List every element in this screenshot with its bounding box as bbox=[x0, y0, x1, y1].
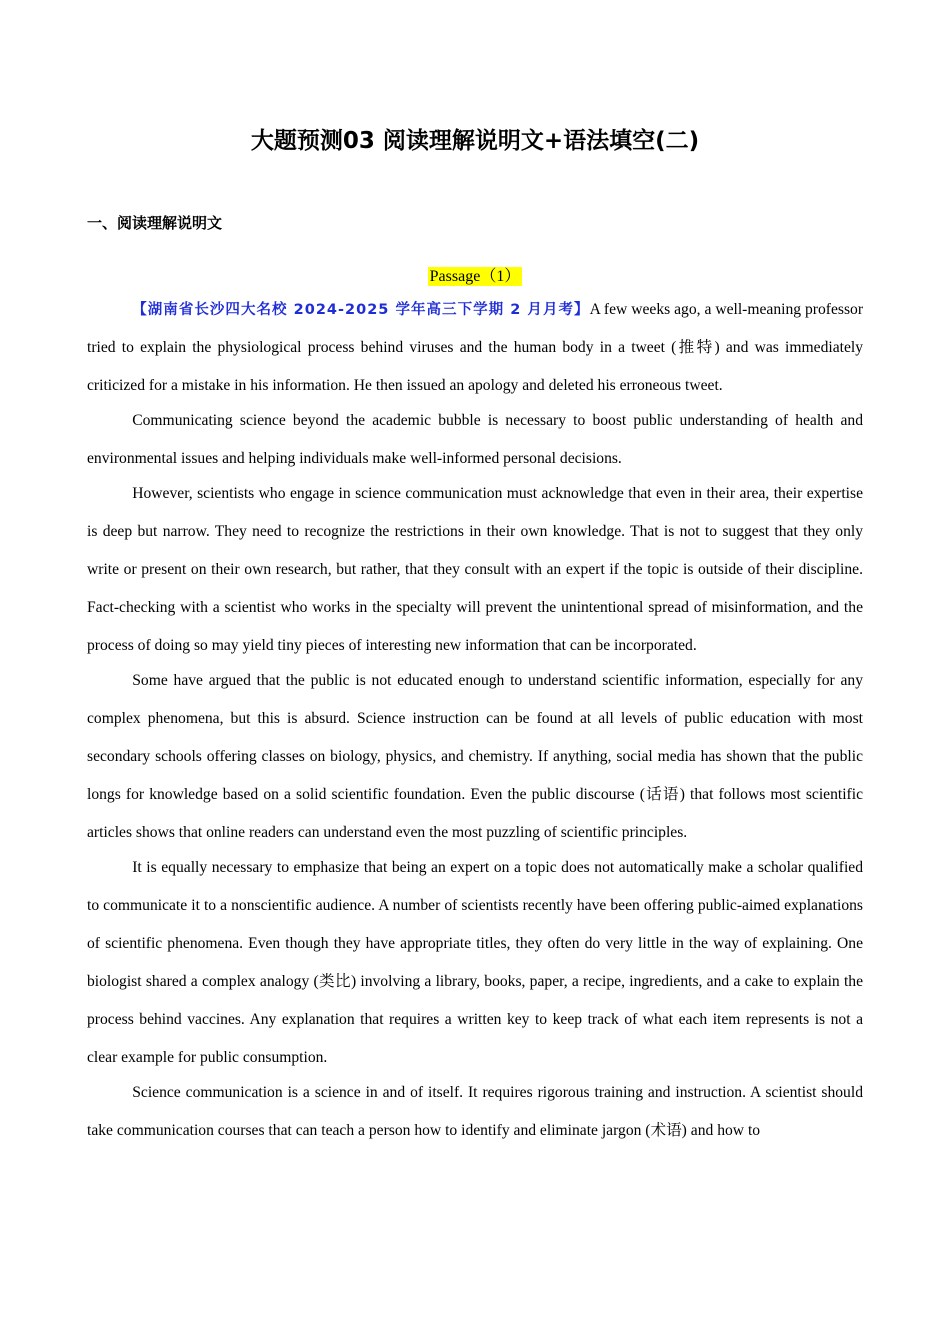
source-tag: 【湖南省长沙四大名校 2024-2025 学年高三下学期 2 月月考】 bbox=[132, 302, 590, 318]
paragraph-4: Some have argued that the public is not educated enough to understand scientific information, especially for any complex phenomena, but this is absurd. Science instruction can be found at all levels of public education with most secondary schools offering classes on biology, physics, and chemistry. If anything, social media has shown that the public longs for knowledge based on a solid scientific foundation. Even the public discourse (话语) that follows most scientific articles shows that online readers can understand even the most puzzling of scientific principles. bbox=[87, 672, 863, 841]
page-title: 大题预测03 阅读理解说明文+语法填空(二) bbox=[250, 128, 700, 154]
passage-body bbox=[87, 291, 863, 1147]
paragraph-3: However, scientists who engage in science communication must acknowledge that even in their area, their expertise is deep but narrow. They need to recognize the restrictions in their own knowledge. That is not to suggest that they only write or present on their own research, but rather, that they consult with an expert if the topic is outside of their discipline. Fact-checking with a scientist who works in the specialty will prevent the unintentional spread of misinformation, and the process of doing so may yield tiny pieces of interesting new information that can be incorporated. bbox=[87, 485, 863, 654]
paragraph-6: Science communication is a science in and of itself. It requires rigorous training and instruction. A scientist should take communication courses that can teach a person how to identify and eliminate jargon (术语) and how to bbox=[87, 1084, 863, 1139]
paragraph-1-text: A few weeks ago, a well-meaning professor tried to explain the physiological process behind viruses and the human body in a tweet (推特) and was immediately criticized for a mistake in his information. He then issued an apology and deleted his erroneous tweet. bbox=[87, 301, 864, 394]
paragraph-5: It is equally necessary to emphasize that being an expert on a topic does not automatically make a scholar qualified to communicate it to a nonscientific audience. A number of scientists recently have been offering public-aimed explanations of scientific phenomena. Even though they have appropriate titles, they often do very little in the way of explaining. One biologist shared a complex analogy (类比) involving a library, books, paper, a recipe, ingredients, and a cake to explain the process behind vaccines. Any explanation that requires a written key to keep track of what each item represents is not a clear example for public consumption. bbox=[87, 859, 863, 1066]
section-heading: 一、阅读理解说明文 bbox=[87, 214, 223, 232]
paragraph-2: Communicating science beyond the academic bubble is necessary to boost public understanding of health and environmental issues and helping individuals make well-informed personal decisions. bbox=[87, 412, 863, 467]
passage-label-container bbox=[0, 263, 950, 286]
paragraph-1 bbox=[87, 291, 863, 405]
passage-label: Passage（1） bbox=[429, 268, 521, 285]
